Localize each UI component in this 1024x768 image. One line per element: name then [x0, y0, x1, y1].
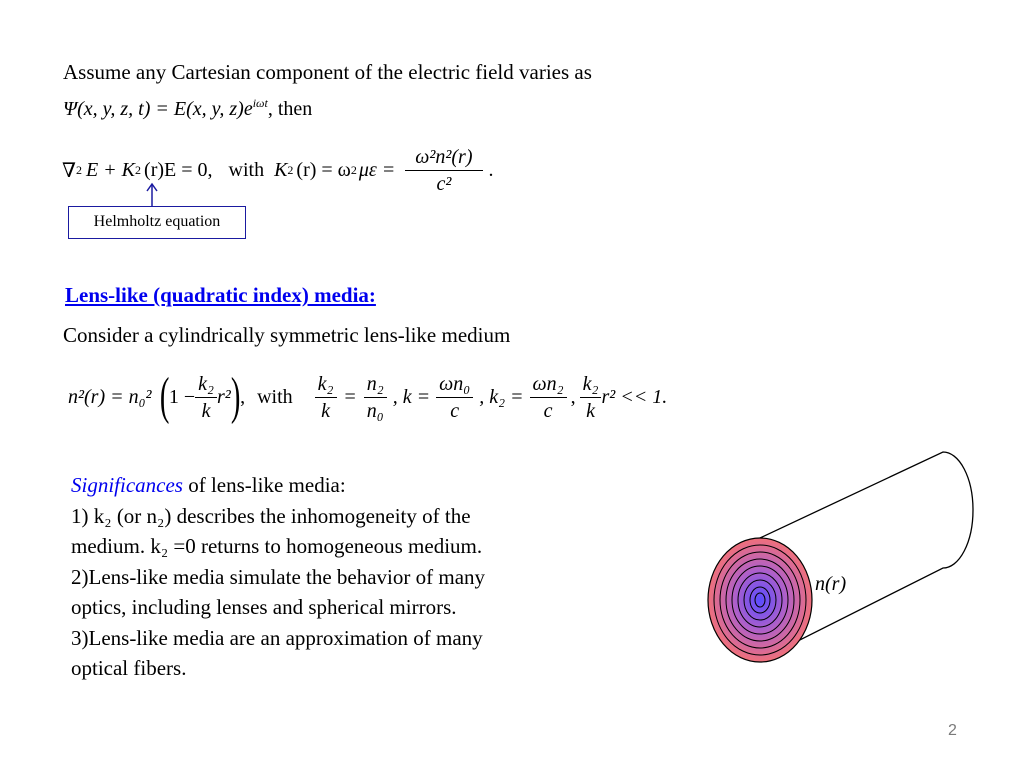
significances-title-rest: of lens-like media: — [182, 473, 346, 497]
callout-arrow-icon — [142, 182, 162, 208]
eq3-k-eq: , k = — [392, 385, 431, 408]
intro-text: Assume any Cartesian component of the electric field varies as — [63, 60, 592, 84]
eq3-frac1-den: k — [195, 397, 217, 424]
list-item: 2)Lens-like media simulate the behavior of many — [71, 564, 486, 589]
eq2-r-omega: (r) = ω — [296, 158, 351, 181]
eq2-frac-num: ω²n²(r) — [415, 145, 473, 168]
eq3-right-paren: ) — [230, 368, 241, 425]
eq3-frac1-num: k₂ — [198, 372, 214, 395]
section-heading: Lens-like (quadratic index) media: — [65, 283, 376, 307]
eq3-with: with — [257, 385, 293, 408]
eq3-frac2 — [315, 371, 337, 424]
quadratic-index-equation — [68, 366, 667, 428]
eq3-left-paren: ( — [159, 368, 169, 425]
eq3-k2-eq: , k₂ = — [479, 385, 524, 408]
eq3-equals: = — [344, 385, 356, 408]
eq2-r-e: (r)E = 0, — [144, 158, 213, 181]
eq3-frac3-den: n₀ — [364, 397, 387, 424]
helmholtz-callout: Helmholtz equation — [68, 206, 246, 239]
cylinder-front-face — [708, 538, 812, 662]
figure-label: n(r) — [815, 573, 847, 595]
eq3-one-minus: 1 − — [168, 385, 196, 408]
eq3-comma: , — [240, 385, 246, 408]
list-item: optics, including lenses and spherical mirrors. — [71, 595, 457, 619]
significances-list — [71, 470, 485, 684]
eq3-r2: r² — [217, 385, 231, 408]
eq3-frac3 — [364, 371, 387, 424]
eq1-tail: , then — [267, 98, 313, 120]
eq3-frac4-den: c — [436, 397, 473, 424]
list-item: 1) k₂ (or n₂) describes the inhomogeneity of the — [71, 503, 471, 528]
eq3-frac4 — [436, 371, 473, 424]
eq1-exponent: iωt — [252, 96, 268, 111]
eq2-with: with — [228, 158, 265, 181]
helmholtz-equation: ∇ 2 E + K 2 (r)E = 0, with K 2 (r) = ω 2 με = $\frac{\text{ω²n²(r)}}{\text{c²}}$ . — [62, 145, 494, 195]
eq3-frac5-den: c — [530, 397, 567, 424]
page-number: 2 — [948, 722, 957, 739]
significances-title-em: Significances — [71, 473, 183, 497]
wavefunction-equation — [63, 98, 312, 121]
consider-text: Consider a cylindrically symmetric lens-like medium — [63, 323, 511, 347]
eq2-mu-eps: με = — [358, 158, 396, 181]
eq2-frac-den: c² — [405, 170, 482, 197]
lens-medium-cylinder-figure — [700, 445, 980, 670]
list-item: optical fibers. — [71, 656, 187, 680]
eq3-frac4-num: ωn₀ — [439, 372, 471, 395]
eq3-frac2-den: k — [315, 397, 337, 424]
list-item: medium. k₂ =0 returns to homogeneous medium. — [71, 534, 483, 558]
significances-title — [71, 470, 485, 501]
eq2-end: . — [488, 158, 494, 181]
eq2-k: K — [274, 158, 288, 181]
eq2-fraction — [405, 144, 482, 197]
eq3-frac5-num: ωn₂ — [532, 372, 564, 395]
eq2-e-plus-k: E + K — [85, 158, 136, 181]
eq3-comma2: , — [570, 385, 576, 408]
eq3-frac1 — [195, 371, 217, 424]
eq3-frac6-den: k — [580, 397, 602, 424]
eq3-frac3-num: n₂ — [366, 372, 384, 395]
eq3-frac6-num: k₂ — [582, 372, 599, 395]
eq3-lhs: n²(r) = n₀² — [68, 385, 152, 408]
eq1-lhs: Ψ(x, y, z, t) = E(x, y, z)e — [63, 98, 253, 120]
eq2-nabla: ∇ — [62, 159, 76, 182]
eq3-frac2-num: k₂ — [317, 372, 334, 395]
eq3-frac5 — [530, 371, 567, 424]
eq3-frac6 — [580, 371, 602, 424]
eq3-tail: r² << 1. — [601, 385, 668, 408]
list-item: 3)Lens-like media are an approximation of many — [71, 625, 483, 650]
